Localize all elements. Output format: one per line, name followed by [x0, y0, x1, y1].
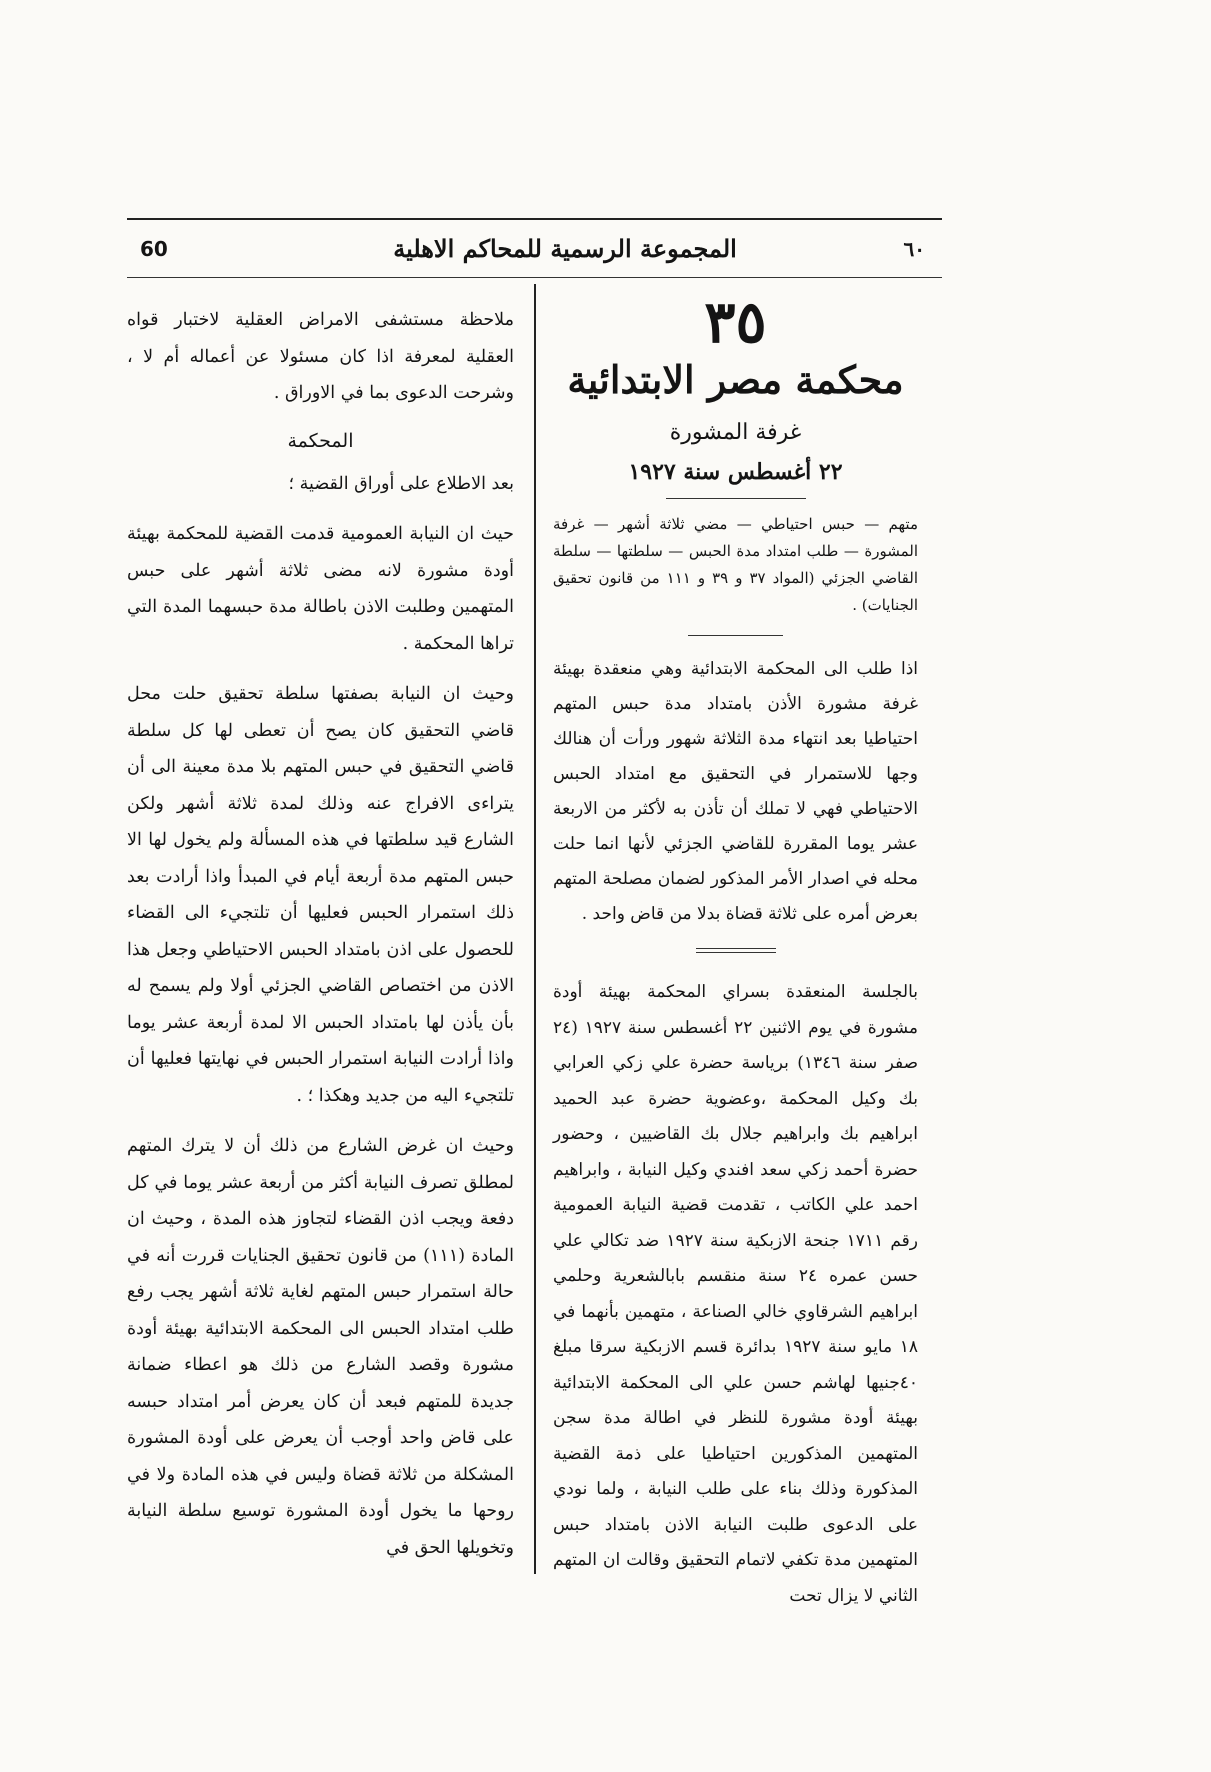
paragraph-2: وحيث ان النيابة بصفتها سلطة تحقيق حلت محل قاضي التحقيق كان يصح أن تعطى لها كل سلطة قاضي التحقيق في حبس المتهم بلا مدة معينة الى أن يتراءى الافراج عنه وذلك لمدة ثلاثة أشهر ولكن الشارع قيد سلطتها في هذه المسألة ولم يخول لها الا حبس المتهم مدة أربعة أيام في المبدأ واذا أرادت بعد ذلك استمرار الحبس فعليها أن تلتجيء الى القضاء للحصول على اذن بامتداد الحبس الاحتياطي وجعل هذا الاذن من اختصاص القاضي الجزئي أولا ولم يسمح له بأن يأذن لها بامتداد الحبس الا لمدة أربعة عشر يوما واذا أرادت النيابة استمرار الحبس في نهايتها فعليها أن تلتجيء اليه من جديد وهكذا ؛ . — [127, 684, 514, 1106]
spacer — [127, 502, 514, 516]
paragraph-3: وحيث ان غرض الشارع من ذلك أن لا يترك المتهم لمطلق تصرف النيابة أكثر من أربعة عشر يوما في كل دفعة ويجب اذن القضاء لتجاوز هذه المدة ، وحيث ان المادة (١١١) من قانون تحقيق الجنايات قررت أنه في حالة استمرار حبس المتهم لغاية ثلاثة أشهر يجب رفع طلب امتداد الحبس الى المحكمة الابتدائية بهيئة أودة مشورة وقصد الشارع من ذلك هو اعطاء ضمانة جديدة للمتهم فبعد أن كان يعرض أمر امتداد حبسه على قاض واحد أوجب أن يعرض على أودة المشورة المشكلة من ثلاثة قضاة وليس في هذه المادة ولا في روحها ما يخول أودة المشورة توسيع سلطة النيابة وتخويلها الحق في — [127, 1136, 514, 1558]
legal-principle: اذا طلب الى المحكمة الابتدائية وهي منعقدة بهيئة غرفة مشورة الأذن بامتداد مدة حبس المتهم احتياطيا بعد انتهاء مدة الثلاثة شهور ورأت أن هنالك وجها للاستمرار في التحقيق مع امتداد الحبس الاحتياطي فهي لا تملك أن تأذن به لأكثر من الاربعة عشر يوما المقررة للقاضي الجزئي لأنها انما حلت محله في اصدار الأمر المذكور لضمان مصلحة المتهم بعرض أمره على ثلاثة قضاة بدلا من قاض واحد . — [553, 659, 918, 924]
keywords-summary: متهم — حبس احتياطي — مضي ثلاثة أشهر — غرفة المشورة — طلب امتداد مدة الحبس — سلطتها — سلطة القاضي الجزئي (المواد ٣٧ و ٣٩ و ١١١ من قانون تحقيق الجنايات) . — [553, 515, 919, 614]
column-divider — [534, 284, 536, 1574]
page-number-left: 60 — [140, 237, 168, 261]
spacer — [127, 1114, 514, 1128]
intro-line: بعد الاطلاع على أوراق القضية ؛ — [288, 473, 514, 494]
keywords-rule — [688, 635, 783, 636]
top-rule — [127, 218, 942, 220]
page-number-right: ٦٠ — [903, 237, 925, 261]
right-column — [553, 290, 918, 1614]
running-title: المجموعة الرسمية للمحاكم الاهلية — [393, 234, 737, 263]
section-ornament — [696, 948, 776, 953]
paragraph-1: حيث ان النيابة العمومية قدمت القضية للمحكمة بهيئة أودة مشورة لانه مضى ثلاثة أشهر على حبس المتهمين وطلبت الاذن باطالة مدة حبسهما المدة التي تراها المحكمة . — [127, 524, 514, 654]
spacer — [127, 662, 514, 676]
header-rule — [127, 277, 942, 278]
continuation-paragraph: ملاحظة مستشفى الامراض العقلية لاختبار قواه العقلية لمعرفة اذا كان مسئولا عن أعماله أم لا ، وشرحت الدعوى بما في الاوراق . — [127, 310, 514, 403]
case-number: ٣٥ — [704, 288, 767, 356]
chamber-name: غرفة المشورة — [669, 420, 802, 445]
page-header — [135, 234, 955, 274]
section-heading: المحكمة — [287, 429, 354, 452]
left-column — [127, 302, 514, 1566]
court-name: محكمة مصر الابتدائية — [567, 357, 904, 402]
date-rule — [666, 498, 806, 499]
proceedings-paragraph: بالجلسة المنعقدة بسراي المحكمة بهيئة أودة مشورة في يوم الاثنين ٢٢ أغسطس سنة ١٩٢٧ (٢٤ صفر سنة ١٣٤٦) برياسة حضرة علي زكي العرابي بك وكيل المحكمة ،وعضوية حضرة عبد الحميد ابراهيم بك وابراهيم جلال بك القاضيين ، وحضور حضرة أحمد زكي سعد افندي وكيل النيابة ، وابراهيم احمد علي الكاتب ، تقدمت قضية النيابة العمومية رقم ١٧١١ جنحة الازبكية سنة ١٩٢٧ ضد تكالي علي حسن عمره ٢٤ سنة منقسم بابالشعرية وحلمي ابراهيم الشرقاوي خالي الصناعة ، متهمين بأنهما في ١٨ مايو سنة ١٩٢٧ بدائرة قسم الازبكية سرقا مبلغ ٤٠جنيها لهاشم حسن علي الى المحكمة الابتدائية بهيئة أودة مشورة للنظر في اطالة مدة سجن المتهمين المذكورين احتياطيا على ذمة القضية المذكورة وذلك بناء على طلب النيابة ، ولما نودي على الدعوى طلبت النيابة الاذن بامتداد حبس المتهمين مدة تكفي لاتمام التحقيق وقالت ان المتهم الثاني لا يزال تحت — [553, 982, 919, 1606]
decision-date: ٢٢ أغسطس سنة ١٩٢٧ — [628, 459, 843, 485]
